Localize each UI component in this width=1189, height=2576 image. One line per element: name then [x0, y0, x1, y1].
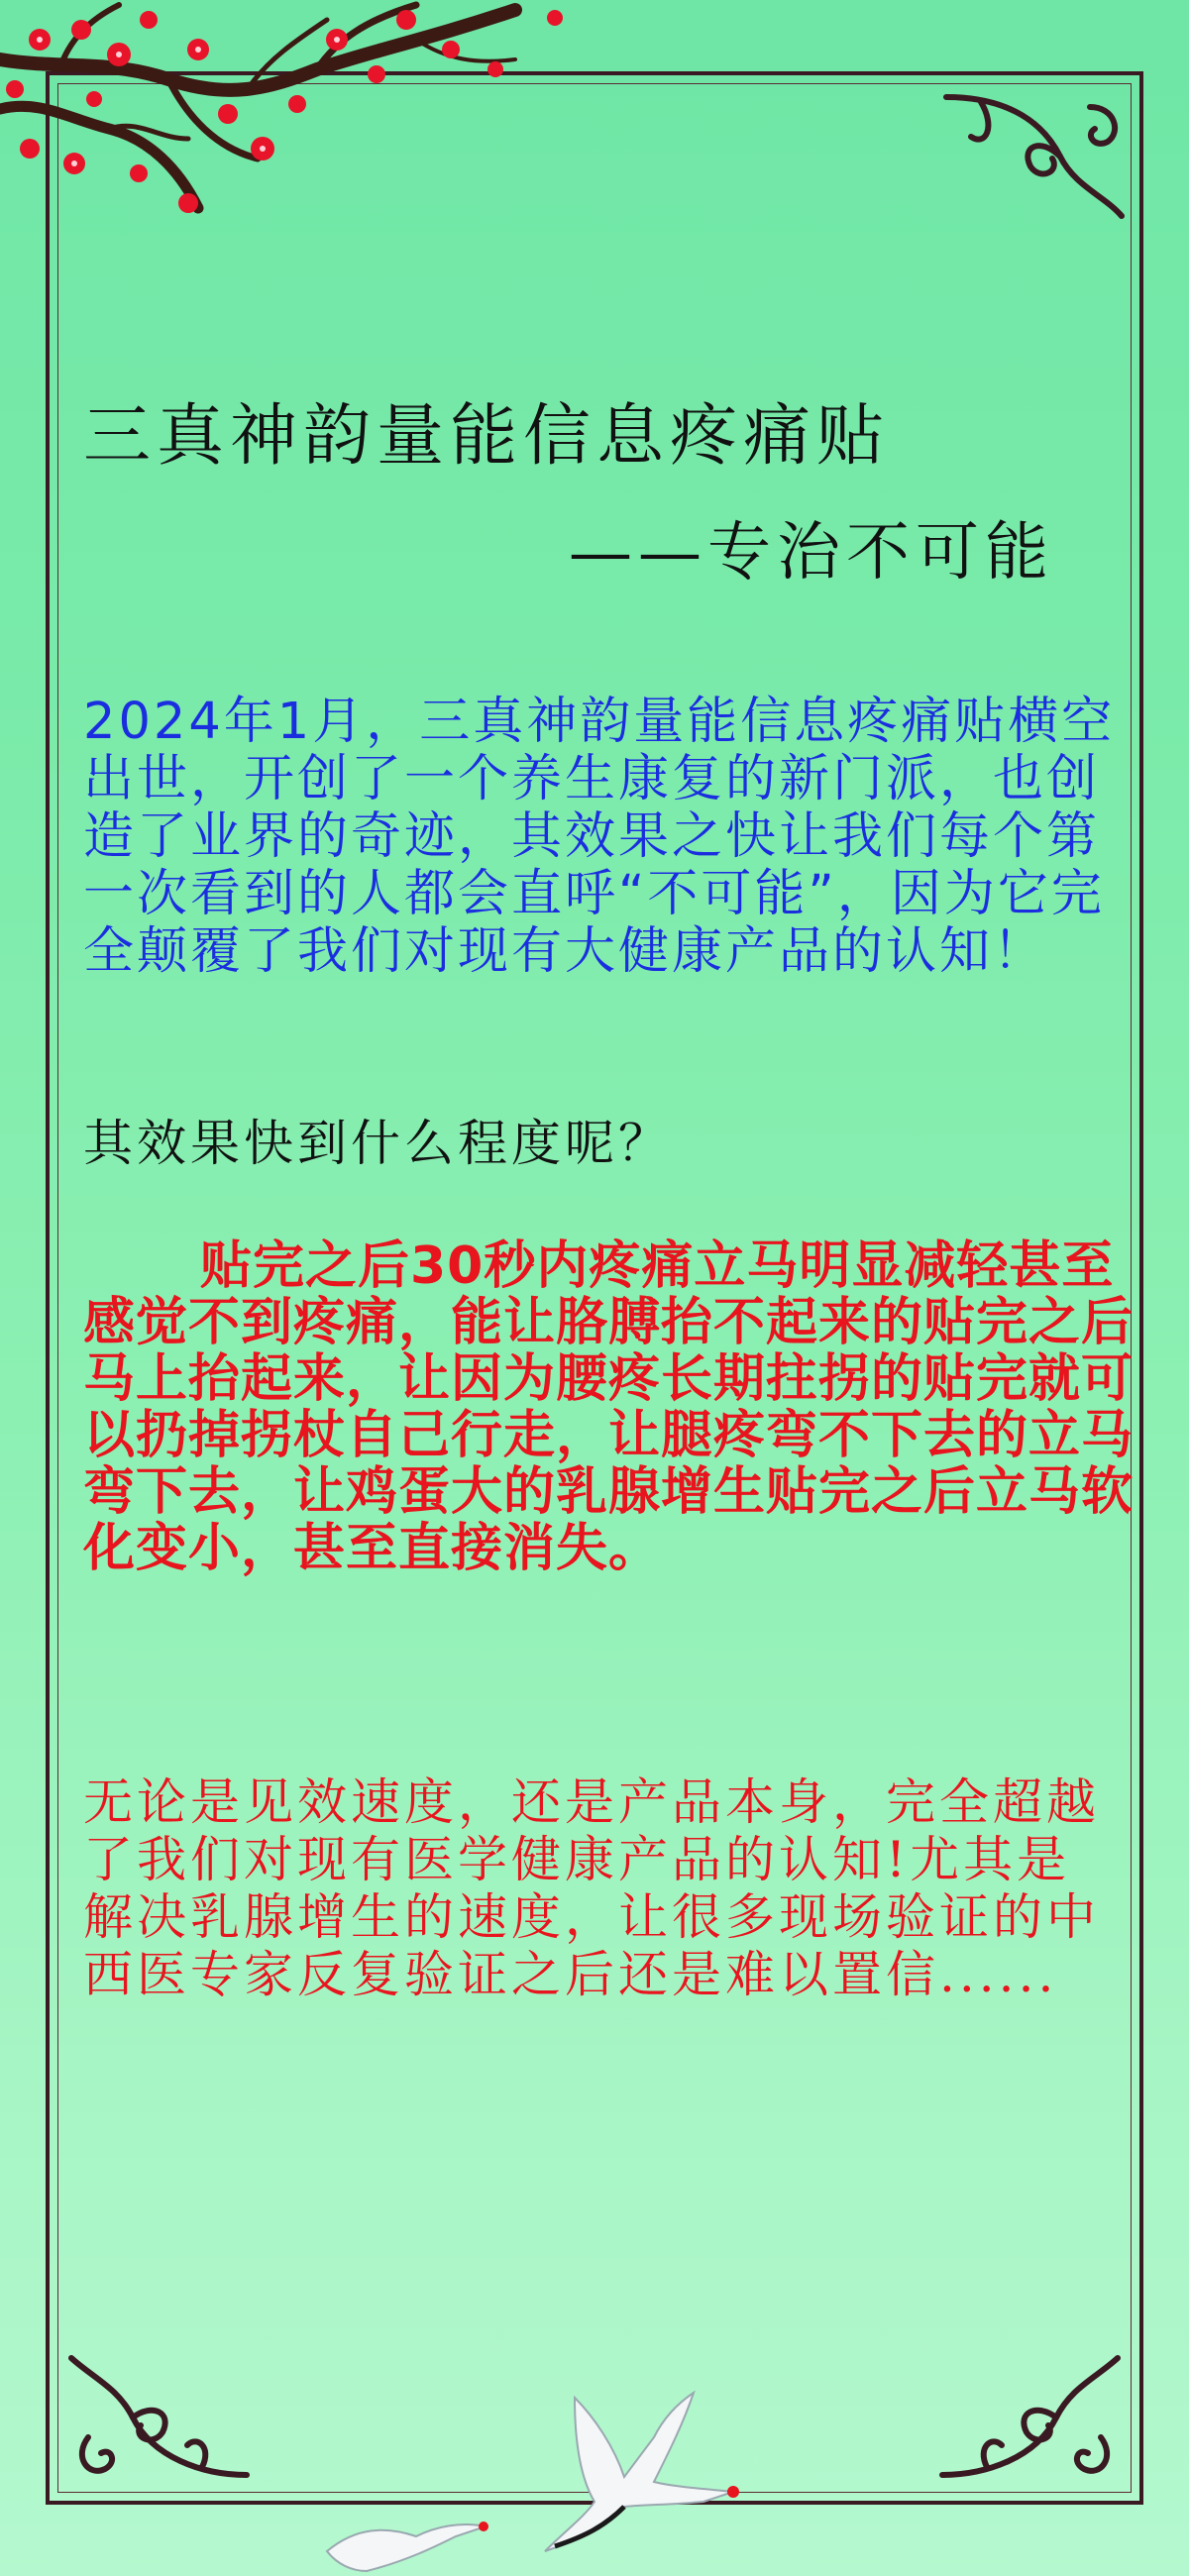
plum-blossom-branch-icon: [0, 0, 614, 238]
effect-paragraph: [83, 1238, 1134, 1577]
scroll-ornament-icon: [63, 2348, 252, 2487]
question-heading: 其效果快到什么程度呢？: [83, 1115, 672, 1172]
page-subtitle: ——专治不可能: [569, 516, 1054, 590]
page-title: 三真神韵量能信息疼痛贴: [83, 397, 891, 476]
scroll-ornament-icon: [941, 87, 1130, 226]
crane-icon: [297, 2378, 773, 2576]
effect-text: 贴完之后30秒内疼痛立马明显减轻甚至感觉不到疼痛，能让胳膊抬不起来的贴完之后马上抬起来，让因为腰疼长期拄拐的贴完就可以扔掉拐杖自己行走，让腿疼弯不下去的立马弯下去，让鸡蛋大的乳腺增生贴完之后立马软化变小，甚至直接消失。: [83, 1236, 1135, 1578]
intro-paragraph: 2024年1月，三真神韵量能信息疼痛贴横空出世，开创了一个养生康复的新门派，也创造了业界的奇迹，其效果之快让我们每个第一次看到的人都会直呼“不可能”，因为它完全颠覆了我们对现有大健康产品的认知！: [83, 693, 1116, 981]
closing-paragraph: 无论是见效速度，还是产品本身，完全超越了我们对现有医学健康产品的认知!尤其是解决乳腺增生的速度，让很多现场验证的中西医专家反复验证之后还是难以置信......: [83, 1773, 1100, 2003]
scroll-ornament-icon: [937, 2348, 1126, 2487]
